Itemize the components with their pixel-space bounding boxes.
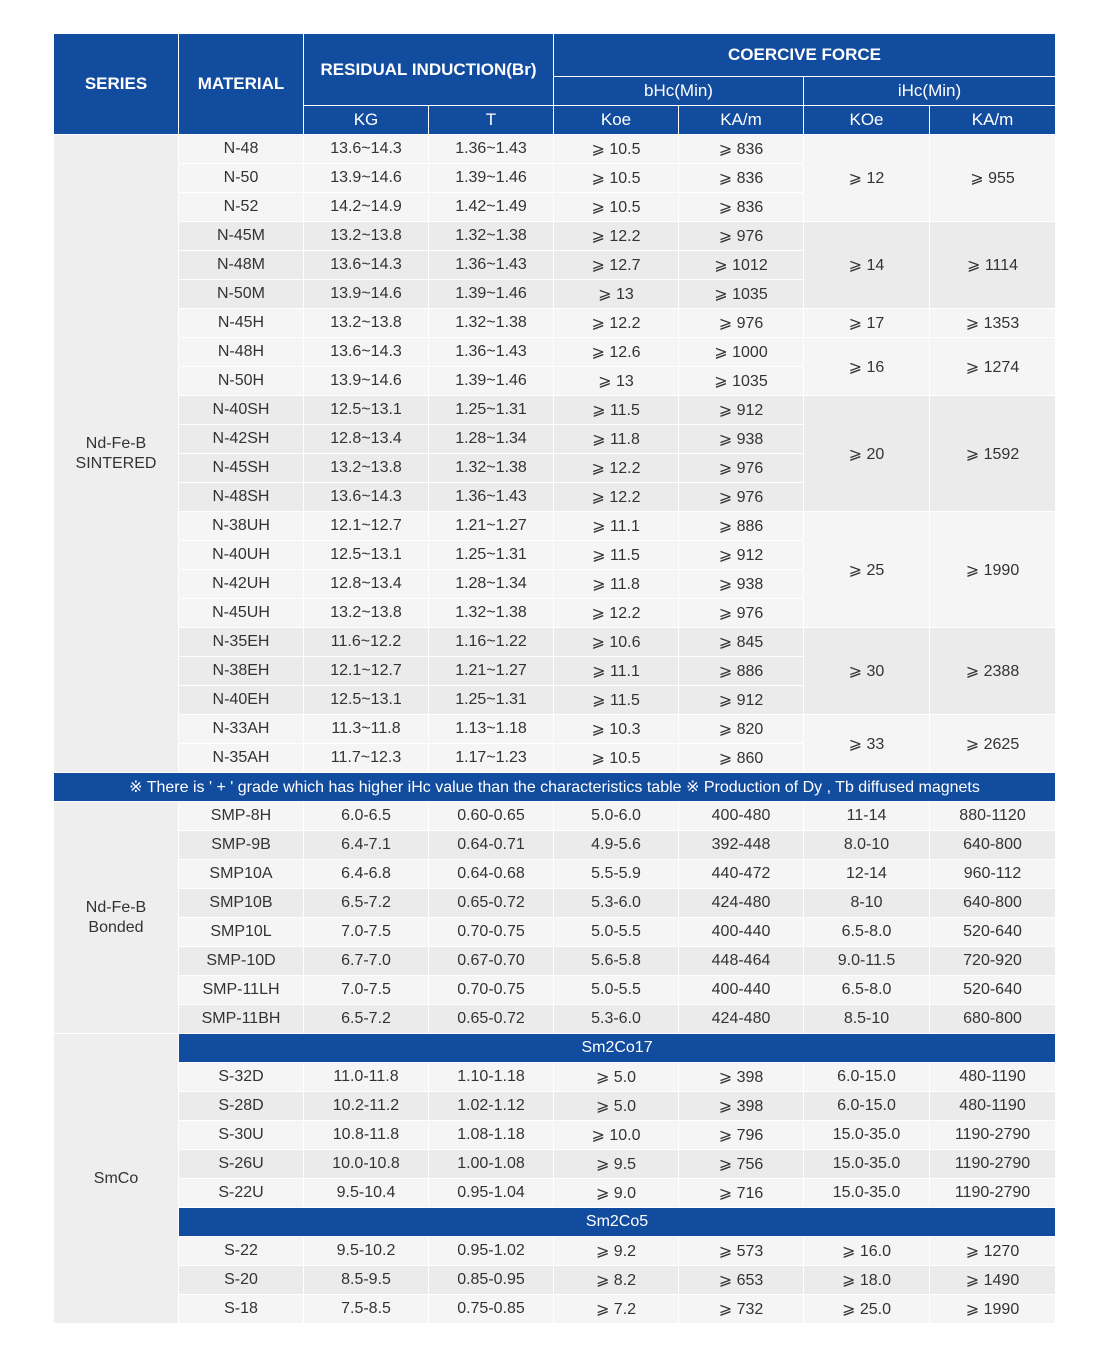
material-cell: S-18: [179, 1295, 304, 1324]
bhc-kam-cell: ⩾ 820: [679, 715, 804, 744]
br-t-cell: 1.42~1.49: [429, 193, 554, 222]
ihc-kam-cell: ⩾ 1274: [930, 338, 1056, 396]
br-kg-cell: 6.5-7.2: [304, 889, 429, 918]
ihc-koe-cell: ⩾ 17: [804, 309, 930, 338]
table-row: [54, 1005, 1056, 1034]
bhc-koe-cell: ⩾ 9.0: [554, 1179, 679, 1208]
table-row: [54, 1266, 1056, 1295]
bhc-koe-cell: ⩾ 10.5: [554, 164, 679, 193]
material-cell: SMP-9B: [179, 831, 304, 860]
bhc-kam-cell: 400-480: [679, 802, 804, 831]
unit-header: KA/m: [679, 106, 804, 135]
material-cell: N-45UH: [179, 599, 304, 628]
ihc-koe-cell: ⩾ 18.0: [804, 1266, 930, 1295]
bhc-kam-cell: ⩾ 573: [679, 1237, 804, 1266]
material-cell: S-30U: [179, 1121, 304, 1150]
material-cell: N-50H: [179, 367, 304, 396]
note-text: ※ There is ' + ' grade which has higher iHc value than the characteristics table ※ Production of Dy , Tb diffused magnets: [54, 773, 1056, 802]
br-kg-cell: 13.9~14.6: [304, 280, 429, 309]
br-t-cell: 1.36~1.43: [429, 251, 554, 280]
ihc-kam-cell: ⩾ 955: [930, 135, 1056, 222]
ihc-koe-cell: 15.0-35.0: [804, 1179, 930, 1208]
material-cell: SMP-10D: [179, 947, 304, 976]
br-kg-cell: 12.5~13.1: [304, 541, 429, 570]
material-cell: N-45M: [179, 222, 304, 251]
material-cell: N-42SH: [179, 425, 304, 454]
bhc-koe-cell: ⩾ 12.2: [554, 309, 679, 338]
bhc-kam-cell: ⩾ 912: [679, 541, 804, 570]
material-cell: S-20: [179, 1266, 304, 1295]
bhc-koe-cell: ⩾ 11.5: [554, 541, 679, 570]
table-row: [54, 396, 1056, 425]
br-kg-cell: 7.5-8.5: [304, 1295, 429, 1324]
bhc-koe-cell: ⩾ 10.5: [554, 193, 679, 222]
br-t-cell: 1.28~1.34: [429, 570, 554, 599]
ihc-kam-cell: 640-800: [930, 831, 1056, 860]
br-t-cell: 1.32~1.38: [429, 309, 554, 338]
bhc-koe-cell: ⩾ 10.6: [554, 628, 679, 657]
material-cell: S-28D: [179, 1092, 304, 1121]
br-kg-cell: 6.5-7.2: [304, 1005, 429, 1034]
bhc-koe-cell: ⩾ 11.8: [554, 570, 679, 599]
br-t-cell: 0.64-0.68: [429, 860, 554, 889]
material-cell: N-50: [179, 164, 304, 193]
ihc-koe-cell: 6.0-15.0: [804, 1063, 930, 1092]
table-row: [54, 976, 1056, 1005]
ihc-kam-cell: 960-112: [930, 860, 1056, 889]
ihc-kam-cell: ⩾ 2625: [930, 715, 1056, 773]
table-row: [54, 1121, 1056, 1150]
bhc-koe-cell: ⩾ 10.3: [554, 715, 679, 744]
coercive-force-header: COERCIVE FORCE: [554, 34, 1056, 77]
bhc-koe-cell: ⩾ 9.2: [554, 1237, 679, 1266]
bhc-kam-cell: ⩾ 976: [679, 599, 804, 628]
ihc-kam-cell: 520-640: [930, 918, 1056, 947]
unit-header: T: [429, 106, 554, 135]
br-kg-cell: 12.1~12.7: [304, 512, 429, 541]
br-t-cell: 1.25~1.31: [429, 396, 554, 425]
br-t-cell: 0.65-0.72: [429, 1005, 554, 1034]
ihc-koe-cell: 11-14: [804, 802, 930, 831]
bhc-kam-cell: ⩾ 1012: [679, 251, 804, 280]
ihc-koe-cell: ⩾ 16.0: [804, 1237, 930, 1266]
br-kg-cell: 13.2~13.8: [304, 222, 429, 251]
bhc-kam-cell: ⩾ 976: [679, 309, 804, 338]
ihc-kam-cell: ⩾ 1490: [930, 1266, 1056, 1295]
bhc-kam-cell: 424-480: [679, 1005, 804, 1034]
bhc-kam-cell: ⩾ 836: [679, 164, 804, 193]
table-row: [54, 338, 1056, 367]
ihc-koe-cell: ⩾ 25.0: [804, 1295, 930, 1324]
ihc-koe-cell: ⩾ 33: [804, 715, 930, 773]
material-cell: N-48H: [179, 338, 304, 367]
material-column-header: MATERIAL: [179, 34, 304, 135]
table-row: [54, 831, 1056, 860]
bhc-koe-cell: ⩾ 13: [554, 367, 679, 396]
bhc-kam-cell: ⩾ 845: [679, 628, 804, 657]
ihc-kam-cell: 680-800: [930, 1005, 1056, 1034]
br-kg-cell: 11.3~11.8: [304, 715, 429, 744]
table-row: [54, 1063, 1056, 1092]
series-label: Nd-Fe-B: [85, 898, 147, 916]
br-t-cell: 0.85-0.95: [429, 1266, 554, 1295]
br-t-cell: 1.21~1.27: [429, 657, 554, 686]
bhc-koe-cell: ⩾ 11.1: [554, 512, 679, 541]
bhc-header: bHc(Min): [554, 77, 804, 106]
br-t-cell: 1.00-1.08: [429, 1150, 554, 1179]
br-t-cell: 0.64-0.71: [429, 831, 554, 860]
bhc-koe-cell: 5.3-6.0: [554, 889, 679, 918]
br-kg-cell: 13.6~14.3: [304, 483, 429, 512]
bhc-koe-cell: ⩾ 12.7: [554, 251, 679, 280]
br-t-cell: 0.65-0.72: [429, 889, 554, 918]
series-cell: [54, 802, 179, 1034]
bhc-koe-cell: ⩾ 13: [554, 280, 679, 309]
bhc-koe-cell: ⩾ 7.2: [554, 1295, 679, 1324]
bhc-koe-cell: 5.6-5.8: [554, 947, 679, 976]
br-kg-cell: 6.0-6.5: [304, 802, 429, 831]
ihc-koe-cell: ⩾ 16: [804, 338, 930, 396]
ihc-koe-cell: ⩾ 12: [804, 135, 930, 222]
bhc-koe-cell: ⩾ 9.5: [554, 1150, 679, 1179]
br-kg-cell: 9.5-10.4: [304, 1179, 429, 1208]
material-cell: N-35AH: [179, 744, 304, 773]
br-t-cell: 1.36~1.43: [429, 483, 554, 512]
bhc-kam-cell: ⩾ 756: [679, 1150, 804, 1179]
material-cell: SMP-11LH: [179, 976, 304, 1005]
ihc-koe-cell: 12-14: [804, 860, 930, 889]
table-row: [54, 1150, 1056, 1179]
table-row: [54, 715, 1056, 744]
ihc-koe-cell: 6.5-8.0: [804, 918, 930, 947]
ihc-kam-cell: ⩾ 1592: [930, 396, 1056, 512]
br-kg-cell: 12.5~13.1: [304, 686, 429, 715]
br-t-cell: 1.13~1.18: [429, 715, 554, 744]
br-kg-cell: 11.7~12.3: [304, 744, 429, 773]
magnet-properties-table: [53, 33, 1056, 1324]
material-cell: SMP-8H: [179, 802, 304, 831]
br-t-cell: 1.32~1.38: [429, 222, 554, 251]
table-row: [54, 1295, 1056, 1324]
bhc-koe-cell: 4.9-5.6: [554, 831, 679, 860]
subgroup-band: [54, 1034, 1056, 1063]
ihc-kam-cell: 1190-2790: [930, 1150, 1056, 1179]
table-row: [54, 1237, 1056, 1266]
ihc-kam-cell: ⩾ 1270: [930, 1237, 1056, 1266]
br-kg-cell: 11.6~12.2: [304, 628, 429, 657]
material-cell: S-26U: [179, 1150, 304, 1179]
bhc-koe-cell: ⩾ 12.2: [554, 454, 679, 483]
br-t-cell: 0.70-0.75: [429, 918, 554, 947]
material-cell: N-40SH: [179, 396, 304, 425]
br-t-cell: 1.39~1.46: [429, 164, 554, 193]
br-kg-cell: 13.6~14.3: [304, 338, 429, 367]
br-t-cell: 0.60-0.65: [429, 802, 554, 831]
bhc-kam-cell: 400-440: [679, 976, 804, 1005]
bhc-kam-cell: ⩾ 398: [679, 1063, 804, 1092]
br-kg-cell: 9.5-10.2: [304, 1237, 429, 1266]
bhc-kam-cell: ⩾ 912: [679, 686, 804, 715]
ihc-kam-cell: 880-1120: [930, 802, 1056, 831]
bhc-kam-cell: ⩾ 398: [679, 1092, 804, 1121]
br-kg-cell: 8.5-9.5: [304, 1266, 429, 1295]
ihc-koe-cell: 15.0-35.0: [804, 1121, 930, 1150]
table-row: [54, 135, 1056, 164]
residual-induction-header: RESIDUAL INDUCTION(Br): [304, 34, 554, 106]
series-cell: [54, 135, 179, 773]
ihc-koe-cell: ⩾ 30: [804, 628, 930, 715]
ihc-kam-cell: ⩾ 1990: [930, 512, 1056, 628]
bhc-kam-cell: ⩾ 886: [679, 657, 804, 686]
br-kg-cell: 12.8~13.4: [304, 425, 429, 454]
material-cell: SMP10L: [179, 918, 304, 947]
br-t-cell: 1.02-1.12: [429, 1092, 554, 1121]
ihc-koe-cell: 9.0-11.5: [804, 947, 930, 976]
subgroup-label: Sm2Co17: [179, 1034, 1056, 1063]
table-row: [54, 802, 1056, 831]
material-cell: N-42UH: [179, 570, 304, 599]
bhc-kam-cell: 392-448: [679, 831, 804, 860]
bhc-kam-cell: ⩾ 976: [679, 483, 804, 512]
material-cell: N-40UH: [179, 541, 304, 570]
series-label: SINTERED: [75, 454, 157, 472]
ihc-kam-cell: 480-1190: [930, 1092, 1056, 1121]
bhc-koe-cell: 5.3-6.0: [554, 1005, 679, 1034]
bhc-koe-cell: ⩾ 8.2: [554, 1266, 679, 1295]
bhc-kam-cell: ⩾ 938: [679, 570, 804, 599]
ihc-koe-cell: 8.5-10: [804, 1005, 930, 1034]
unit-header: Koe: [554, 106, 679, 135]
bhc-kam-cell: ⩾ 716: [679, 1179, 804, 1208]
material-cell: N-35EH: [179, 628, 304, 657]
bhc-kam-cell: ⩾ 1035: [679, 280, 804, 309]
bhc-koe-cell: 5.5-5.9: [554, 860, 679, 889]
br-t-cell: 1.25~1.31: [429, 541, 554, 570]
material-cell: SMP-11BH: [179, 1005, 304, 1034]
material-cell: N-48: [179, 135, 304, 164]
bhc-koe-cell: ⩾ 10.5: [554, 744, 679, 773]
bhc-koe-cell: ⩾ 5.0: [554, 1063, 679, 1092]
bhc-kam-cell: 400-440: [679, 918, 804, 947]
br-t-cell: 0.95-1.04: [429, 1179, 554, 1208]
material-cell: N-50M: [179, 280, 304, 309]
br-t-cell: 0.95-1.02: [429, 1237, 554, 1266]
bhc-kam-cell: ⩾ 1000: [679, 338, 804, 367]
series-label: Bonded: [88, 918, 144, 936]
ihc-header: iHc(Min): [804, 77, 1056, 106]
ihc-koe-cell: ⩾ 14: [804, 222, 930, 309]
br-kg-cell: 13.6~14.3: [304, 251, 429, 280]
br-t-cell: 1.32~1.38: [429, 454, 554, 483]
br-kg-cell: 13.2~13.8: [304, 309, 429, 338]
table-row: [54, 889, 1056, 918]
material-cell: N-33AH: [179, 715, 304, 744]
br-kg-cell: 7.0-7.5: [304, 918, 429, 947]
bhc-kam-cell: 440-472: [679, 860, 804, 889]
material-cell: SMP10B: [179, 889, 304, 918]
bhc-kam-cell: ⩾ 912: [679, 396, 804, 425]
br-t-cell: 1.28~1.34: [429, 425, 554, 454]
bhc-koe-cell: ⩾ 12.2: [554, 222, 679, 251]
table-header: [54, 34, 1056, 135]
ihc-kam-cell: 520-640: [930, 976, 1056, 1005]
bhc-kam-cell: 424-480: [679, 889, 804, 918]
table-row: [54, 947, 1056, 976]
br-kg-cell: 13.2~13.8: [304, 599, 429, 628]
br-kg-cell: 6.7-7.0: [304, 947, 429, 976]
br-kg-cell: 10.0-10.8: [304, 1150, 429, 1179]
bhc-koe-cell: 5.0-5.5: [554, 976, 679, 1005]
ihc-koe-cell: 8.0-10: [804, 831, 930, 860]
ihc-koe-cell: ⩾ 20: [804, 396, 930, 512]
ihc-kam-cell: 640-800: [930, 889, 1056, 918]
br-t-cell: 1.39~1.46: [429, 367, 554, 396]
br-t-cell: 1.25~1.31: [429, 686, 554, 715]
br-kg-cell: 13.2~13.8: [304, 454, 429, 483]
material-cell: N-38UH: [179, 512, 304, 541]
bhc-koe-cell: ⩾ 12.6: [554, 338, 679, 367]
table-row: [54, 1179, 1056, 1208]
series-label: SmCo: [93, 1169, 139, 1187]
ihc-kam-cell: ⩾ 1353: [930, 309, 1056, 338]
br-kg-cell: 12.1~12.7: [304, 657, 429, 686]
br-t-cell: 1.32~1.38: [429, 599, 554, 628]
br-t-cell: 1.08-1.18: [429, 1121, 554, 1150]
series-label: Nd-Fe-B: [85, 434, 147, 452]
bhc-kam-cell: ⩾ 732: [679, 1295, 804, 1324]
material-cell: N-38EH: [179, 657, 304, 686]
br-t-cell: 1.16~1.22: [429, 628, 554, 657]
bhc-koe-cell: 5.0-6.0: [554, 802, 679, 831]
br-t-cell: 1.36~1.43: [429, 338, 554, 367]
bhc-kam-cell: ⩾ 1035: [679, 367, 804, 396]
ihc-kam-cell: 1190-2790: [930, 1121, 1056, 1150]
unit-header: KOe: [804, 106, 930, 135]
ihc-koe-cell: 15.0-35.0: [804, 1150, 930, 1179]
bhc-koe-cell: ⩾ 10.0: [554, 1121, 679, 1150]
series-cell: [54, 1034, 179, 1324]
ihc-koe-cell: 8-10: [804, 889, 930, 918]
table-row: [54, 860, 1056, 889]
br-kg-cell: 10.8-11.8: [304, 1121, 429, 1150]
br-kg-cell: 13.9~14.6: [304, 164, 429, 193]
ihc-koe-cell: 6.0-15.0: [804, 1092, 930, 1121]
br-t-cell: 0.67-0.70: [429, 947, 554, 976]
br-t-cell: 1.39~1.46: [429, 280, 554, 309]
ihc-kam-cell: ⩾ 2388: [930, 628, 1056, 715]
bhc-koe-cell: ⩾ 10.5: [554, 135, 679, 164]
ihc-koe-cell: ⩾ 25: [804, 512, 930, 628]
br-kg-cell: 14.2~14.9: [304, 193, 429, 222]
br-t-cell: 0.70-0.75: [429, 976, 554, 1005]
ihc-kam-cell: 480-1190: [930, 1063, 1056, 1092]
material-cell: S-22U: [179, 1179, 304, 1208]
br-kg-cell: 13.6~14.3: [304, 135, 429, 164]
br-t-cell: 1.10-1.18: [429, 1063, 554, 1092]
table-row: [54, 918, 1056, 947]
table-body: [54, 135, 1056, 1324]
br-kg-cell: 13.9~14.6: [304, 367, 429, 396]
bhc-kam-cell: ⩾ 976: [679, 222, 804, 251]
material-cell: S-32D: [179, 1063, 304, 1092]
bhc-kam-cell: 448-464: [679, 947, 804, 976]
unit-header: KA/m: [930, 106, 1056, 135]
bhc-kam-cell: ⩾ 796: [679, 1121, 804, 1150]
ihc-kam-cell: 1190-2790: [930, 1179, 1056, 1208]
bhc-koe-cell: ⩾ 11.5: [554, 396, 679, 425]
br-kg-cell: 7.0-7.5: [304, 976, 429, 1005]
bhc-kam-cell: ⩾ 886: [679, 512, 804, 541]
ihc-kam-cell: ⩾ 1114: [930, 222, 1056, 309]
br-kg-cell: 12.5~13.1: [304, 396, 429, 425]
ihc-kam-cell: ⩾ 1990: [930, 1295, 1056, 1324]
material-cell: N-45SH: [179, 454, 304, 483]
br-kg-cell: 11.0-11.8: [304, 1063, 429, 1092]
ihc-kam-cell: 720-920: [930, 947, 1056, 976]
br-kg-cell: 6.4-7.1: [304, 831, 429, 860]
br-t-cell: 0.75-0.85: [429, 1295, 554, 1324]
br-t-cell: 1.36~1.43: [429, 135, 554, 164]
subgroup-label: Sm2Co5: [179, 1208, 1056, 1237]
bhc-kam-cell: ⩾ 653: [679, 1266, 804, 1295]
bhc-kam-cell: ⩾ 938: [679, 425, 804, 454]
material-cell: N-40EH: [179, 686, 304, 715]
br-t-cell: 1.17~1.23: [429, 744, 554, 773]
table-row: [54, 512, 1056, 541]
br-kg-cell: 12.8~13.4: [304, 570, 429, 599]
bhc-kam-cell: ⩾ 836: [679, 135, 804, 164]
bhc-koe-cell: ⩾ 5.0: [554, 1092, 679, 1121]
unit-header: KG: [304, 106, 429, 135]
table-row: [54, 628, 1056, 657]
bhc-kam-cell: ⩾ 860: [679, 744, 804, 773]
bhc-kam-cell: ⩾ 976: [679, 454, 804, 483]
table-row: [54, 309, 1056, 338]
bhc-koe-cell: ⩾ 11.1: [554, 657, 679, 686]
material-cell: N-52: [179, 193, 304, 222]
bhc-koe-cell: 5.0-5.5: [554, 918, 679, 947]
series-column-header: SERIES: [54, 34, 179, 135]
br-kg-cell: 10.2-11.2: [304, 1092, 429, 1121]
ihc-koe-cell: 6.5-8.0: [804, 976, 930, 1005]
br-t-cell: 1.21~1.27: [429, 512, 554, 541]
material-cell: N-48SH: [179, 483, 304, 512]
material-cell: S-22: [179, 1237, 304, 1266]
material-cell: SMP10A: [179, 860, 304, 889]
material-cell: N-45H: [179, 309, 304, 338]
bhc-kam-cell: ⩾ 836: [679, 193, 804, 222]
material-cell: N-48M: [179, 251, 304, 280]
note-row: [54, 773, 1056, 802]
table-row: [54, 222, 1056, 251]
br-kg-cell: 6.4-6.8: [304, 860, 429, 889]
table-row: [54, 1092, 1056, 1121]
subgroup-band: [54, 1208, 1056, 1237]
bhc-koe-cell: ⩾ 11.8: [554, 425, 679, 454]
bhc-koe-cell: ⩾ 12.2: [554, 599, 679, 628]
bhc-koe-cell: ⩾ 11.5: [554, 686, 679, 715]
bhc-koe-cell: ⩾ 12.2: [554, 483, 679, 512]
